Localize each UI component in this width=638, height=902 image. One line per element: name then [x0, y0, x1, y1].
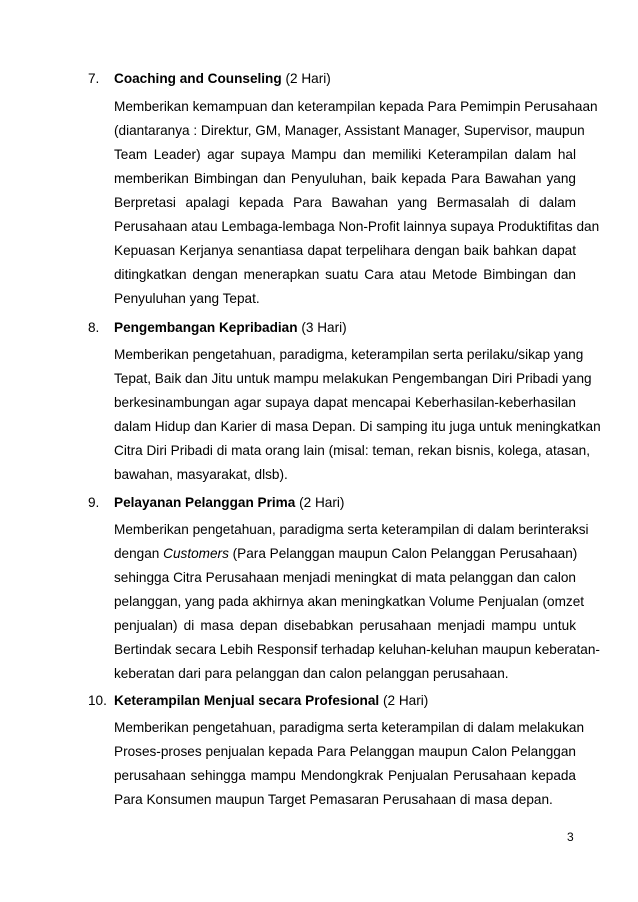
- paragraph-line: Kepuasan Kerjanya senantiasa dapat terpelihara dengan baik bahkan dapat: [114, 243, 576, 258]
- paragraph-line: Bertindak secara Lebih Responsif terhadap keluhan-keluhan maupun keberatan-: [114, 642, 600, 657]
- line-text: (Para Pelanggan maupun Calon Pelanggan Perusahaan): [232, 546, 578, 561]
- paragraph-line: Memberikan kemampuan dan keterampilan kepada Para Pemimpin Perusahaan: [114, 99, 598, 114]
- paragraph-line: (diantaranya : Direktur, GM, Manager, Assistant Manager, Supervisor, maupun: [114, 123, 585, 138]
- section-8-body: [114, 343, 601, 487]
- paragraph-line: ditingkatkan dengan menerapkan suatu Cara atau Metode Bimbingan dan: [114, 267, 576, 282]
- paragraph-line: Proses-proses penjualan kepada Para Pelanggan maupun Calon Pelanggan: [114, 744, 576, 759]
- section-7-body: [114, 95, 600, 311]
- paragraph-line: Berpretasi apalagi kepada Para Bawahan yang Bermasalah di dalam: [114, 195, 576, 210]
- paragraph-line: Memberikan pengetahuan, paradigma serta keterampilan di dalam berinteraksi: [114, 522, 589, 537]
- section-number: 7.: [88, 71, 100, 86]
- paragraph-line: Team Leader) agar supaya Mampu dan memiliki Keterampilan dalam hal: [114, 147, 576, 162]
- section-title: Pengembangan Kepribadian: [114, 320, 298, 335]
- section-duration: (2 Hari): [285, 71, 331, 86]
- paragraph-line: Memberikan pengetahuan, paradigma, keterampilan serta perilaku/sikap yang: [114, 347, 584, 362]
- paragraph-line: keberatan dari para pelanggan dan calon pelanggan perusahaan.: [114, 666, 509, 681]
- section-title: Coaching and Counseling: [114, 71, 282, 86]
- line-text: dengan: [114, 546, 160, 561]
- section-10-body: [114, 716, 585, 812]
- paragraph-line: Memberikan pengetahuan, paradigma serta keterampilan di dalam melakukan: [114, 720, 585, 735]
- section-title: Keterampilan Menjual secara Profesional: [114, 693, 380, 708]
- section-duration: (2 Hari): [382, 693, 429, 708]
- section-8-heading: [88, 320, 576, 335]
- section-9-body: [114, 518, 600, 686]
- paragraph-line: bawahan, masyarakat, dlsb).: [114, 467, 288, 482]
- paragraph-line: pelanggan, yang pada akhirnya akan meningkatkan Volume Penjualan (omzet: [114, 594, 585, 609]
- section-title: Pelayanan Pelanggan Prima: [114, 495, 296, 510]
- page-number: 3: [567, 830, 574, 844]
- section-9-heading: [88, 495, 576, 510]
- paragraph-line: Perusahaan atau Lembaga-lembaga Non-Profit lainnya supaya Produktifitas dan: [114, 219, 600, 234]
- paragraph-line: sehingga Citra Perusahaan menjadi meningkat di mata pelanggan dan calon: [114, 570, 576, 585]
- paragraph-line: dalam Hidup dan Karier di masa Depan. Di samping itu juga untuk meningkatkan: [114, 419, 601, 434]
- paragraph-line: memberikan Bimbingan dan Penyuluhan, baik kepada Para Bawahan yang: [114, 171, 576, 186]
- paragraph-line: Citra Diri Pribadi di mata orang lain (misal: teman, rekan bisnis, kolega, atasan,: [114, 443, 590, 458]
- paragraph-line: Tepat, Baik dan Jitu untuk mampu melakukan Pengembangan Diri Pribadi yang: [114, 371, 592, 386]
- paragraph-line: Penyuluhan yang Tepat.: [114, 291, 260, 306]
- section-duration: (3 Hari): [301, 320, 347, 335]
- section-duration: (2 Hari): [299, 495, 345, 510]
- paragraph-line: berkesinambungan agar supaya dapat mencapai Keberhasilan-keberhasilan: [114, 395, 576, 410]
- section-10-heading: [88, 693, 576, 708]
- section-number: 10.: [88, 693, 107, 708]
- paragraph-line: perusahaan sehingga mampu Mendongkrak Penjualan Perusahaan kepada: [114, 768, 576, 783]
- line-emphasis: Customers: [163, 546, 229, 561]
- section-number: 8.: [88, 320, 100, 335]
- paragraph-line: Para Konsumen maupun Target Pemasaran Perusahaan di masa depan.: [114, 792, 553, 807]
- paragraph-line: [114, 542, 576, 566]
- section-number: 9.: [88, 495, 100, 510]
- paragraph-line: penjualan) di masa depan disebabkan perusahaan menjadi mampu untuk: [114, 618, 576, 633]
- section-7-heading: [88, 71, 576, 86]
